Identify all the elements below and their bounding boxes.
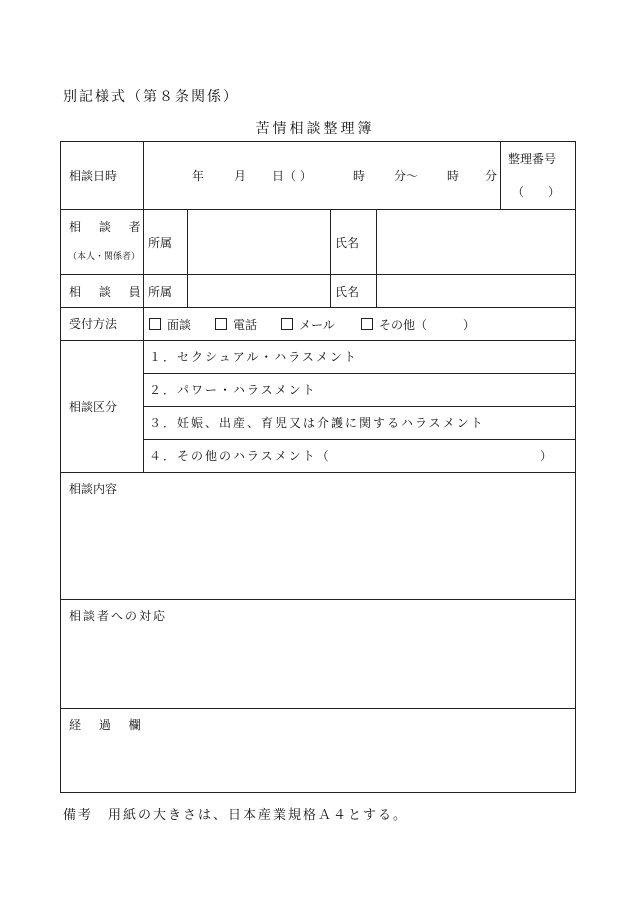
checkbox-phone[interactable]: [215, 318, 227, 330]
category-item-other-harassment[interactable]: ４．その他のハラスメント（: [149, 449, 331, 463]
reception-option-phone[interactable]: 電話: [215, 318, 257, 331]
page-title: 苦情相談整理簿: [255, 121, 375, 137]
category-item-other-close: ）: [540, 449, 553, 463]
checkbox-in-person[interactable]: [149, 318, 161, 330]
reception-option-in-person[interactable]: 面談: [149, 318, 191, 331]
counselor-label: 相 談 員: [69, 285, 148, 299]
counselor-name-label: 氏名: [335, 285, 360, 299]
content-label: 相談内容: [69, 482, 118, 496]
datetime-day-field[interactable]: 日（ ）: [272, 169, 312, 183]
category-item-sexual-harassment[interactable]: １．セクシュアル・ハラスメント: [149, 350, 358, 364]
datetime-year-field[interactable]: 年: [192, 169, 205, 183]
datetime-minute-end-field[interactable]: 分: [485, 169, 498, 183]
datetime-hour-start-field[interactable]: 時: [353, 169, 366, 183]
datetime-label: 相談日時: [69, 169, 118, 183]
consulter-name-label: 氏名: [335, 236, 360, 250]
reception-option-email[interactable]: メール: [281, 318, 335, 331]
response-label: 相談者への対応: [69, 609, 168, 623]
reception-option-other[interactable]: その他（ ）: [361, 318, 475, 331]
consulter-label: 相 談 者: [69, 220, 148, 234]
checkbox-email[interactable]: [281, 318, 293, 330]
footer-note: 備考 用紙の大きさは、日本産業規格Ａ４とする。: [63, 808, 409, 823]
category-item-power-harassment[interactable]: ２．パワー・ハラスメント: [149, 383, 317, 397]
category-item-maternity-harassment[interactable]: ３．妊娠、出産、育児又は介護に関するハラスメント: [149, 416, 485, 430]
counselor-affiliation-label: 所属: [148, 285, 173, 299]
checkbox-other[interactable]: [361, 318, 373, 330]
consulter-affiliation-label: 所属: [148, 236, 173, 250]
form-style-label: 別記様式（第８条関係）: [63, 89, 239, 105]
datetime-minute-start-field[interactable]: 分～: [394, 169, 419, 183]
progress-label: 経 過 欄: [69, 718, 148, 732]
reference-number-field[interactable]: （ ）: [512, 185, 561, 199]
reference-number-label: 整理番号: [508, 152, 557, 166]
category-label: 相談区分: [69, 400, 118, 414]
datetime-hour-end-field[interactable]: 時: [447, 169, 460, 183]
consultation-form: [60, 141, 576, 792]
datetime-month-field[interactable]: 月: [234, 169, 247, 183]
reception-method-label: 受付方法: [69, 317, 118, 331]
consulter-sublabel: （本人・関係者）: [68, 252, 141, 262]
